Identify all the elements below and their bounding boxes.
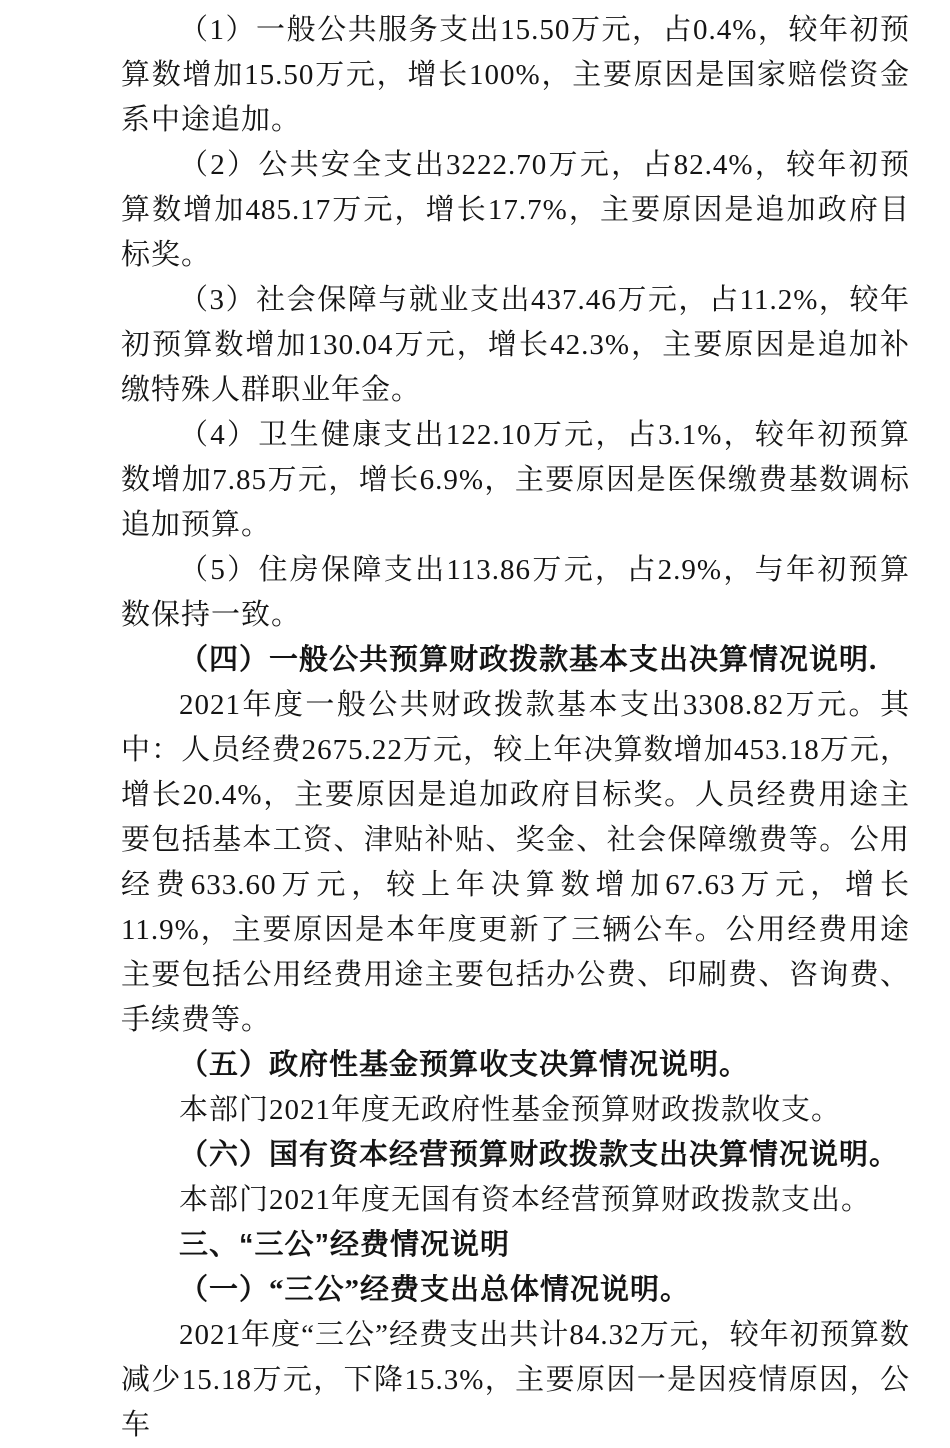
- body-paragraph: （5）住房保障支出113.86万元，占2.9%，与年初预算数保持一致。: [121, 554, 910, 631]
- section-heading: 三、“三公”经费情况说明: [179, 1229, 511, 1261]
- sub-section-heading: （六）国有资本经营预算财政拨款支出决算情况说明。: [179, 1139, 900, 1171]
- body-paragraph: 本部门2021年度无国有资本经营预算财政拨款支出。: [179, 1184, 872, 1216]
- sub-section-heading: （一）“三公”经费支出总体情况说明。: [179, 1274, 691, 1306]
- body-paragraph: 2021年度“三公”经费支出共计84.32万元，较年初预算数减少15.18万元，下降15.3%，主要原因一是因疫情原因，公车: [121, 1319, 910, 1441]
- body-paragraph: 本部门2021年度无政府性基金预算财政拨款收支。: [179, 1094, 842, 1126]
- body-paragraph: （1）一般公共服务支出15.50万元，占0.4%，较年初预算数增加15.50万元，增长100%，主要原因是国家赔偿资金系中途追加。: [121, 14, 910, 136]
- body-paragraph: （2）公共安全支出3222.70万元，占82.4%，较年初预算数增加485.17万元，增长17.7%，主要原因是追加政府目标奖。: [121, 149, 910, 271]
- body-paragraph: （3）社会保障与就业支出437.46万元，占11.2%，较年初预算数增加130.04万元，增长42.3%，主要原因是追加补缴特殊人群职业年金。: [121, 284, 910, 406]
- sub-section-heading: （五）政府性基金预算收支决算情况说明。: [179, 1049, 750, 1081]
- body-paragraph: 2021年度一般公共财政拨款基本支出3308.82万元。其中：人员经费2675.22万元，较上年决算数增加453.18万元，增长20.4%，主要原因是追加政府目标奖。人员经费用途主要包括基本工资、津贴补贴、奖金、社会保障缴费等。公用经费633.60万元，较上年决算数增加67.63万元，增长11.9%，主要原因是本年度更新了三辆公车。公用经费用途主要包括公用经费用途主要包括办公费、印刷费、咨询费、手续费等。: [121, 689, 910, 1036]
- sub-section-heading: （四）一般公共预算财政拨款基本支出决算情况说明.: [179, 644, 878, 676]
- body-paragraph: （4）卫生健康支出122.10万元，占3.1%，较年初预算数增加7.85万元，增长6.9%，主要原因是医保缴费基数调标追加预算。: [121, 419, 910, 541]
